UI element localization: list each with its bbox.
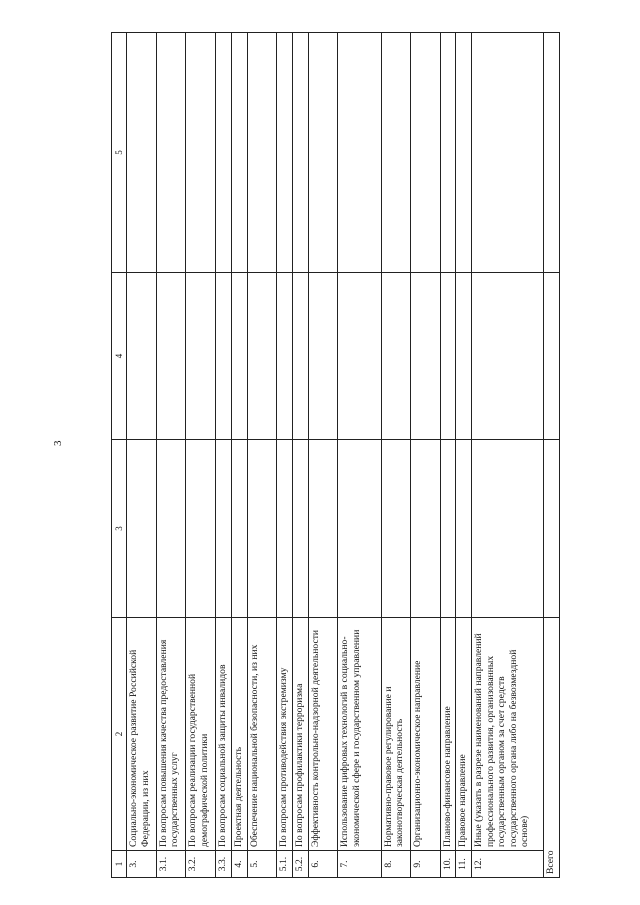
row-cell-3 xyxy=(308,440,337,618)
table-row xyxy=(186,33,215,878)
total-cell-3 xyxy=(544,440,560,618)
row-cell-4 xyxy=(247,273,276,440)
table-header-row xyxy=(112,33,127,878)
row-label: Использование цифровых технологий в социально-экономической сфере и государственном управлении xyxy=(338,618,382,851)
row-cell-5 xyxy=(472,33,544,273)
row-cell-4 xyxy=(411,273,440,440)
row-cell-3 xyxy=(411,440,440,618)
table-row xyxy=(440,33,456,878)
row-cell-3 xyxy=(292,440,308,618)
table-row xyxy=(338,33,382,878)
row-label: Нормативно-правовое регулирование и законотворческая деятельность xyxy=(381,618,410,851)
row-number: 3. xyxy=(127,851,156,878)
table-row xyxy=(411,33,440,878)
row-cell-4 xyxy=(308,273,337,440)
row-cell-4 xyxy=(338,273,382,440)
table-row xyxy=(277,33,293,878)
row-cell-3 xyxy=(440,440,456,618)
column-number-3: 3 xyxy=(112,440,127,618)
table-row xyxy=(247,33,276,878)
row-number: 9. xyxy=(411,851,440,878)
row-label: По вопросам социальной защиты инвалидов xyxy=(215,618,231,851)
column-number-2: 2 xyxy=(112,618,127,851)
row-cell-3 xyxy=(472,440,544,618)
row-cell-5 xyxy=(277,33,293,273)
row-number: 12. xyxy=(472,851,544,878)
row-number: 7. xyxy=(338,851,382,878)
row-cell-4 xyxy=(277,273,293,440)
row-cell-4 xyxy=(215,273,231,440)
row-cell-4 xyxy=(127,273,156,440)
table-row xyxy=(127,33,156,878)
row-cell-3 xyxy=(127,440,156,618)
row-number: 8. xyxy=(381,851,410,878)
row-cell-3 xyxy=(156,440,185,618)
column-number-4: 4 xyxy=(112,273,127,440)
row-cell-3 xyxy=(381,440,410,618)
row-cell-5 xyxy=(338,33,382,273)
row-label: Обеспечение национальной безопасности, из них xyxy=(247,618,276,851)
rotated-table-wrapper xyxy=(111,33,560,878)
table-row xyxy=(156,33,185,878)
table-row xyxy=(456,33,472,878)
row-cell-5 xyxy=(411,33,440,273)
row-number: 3.2. xyxy=(186,851,215,878)
table-row xyxy=(292,33,308,878)
row-cell-3 xyxy=(215,440,231,618)
row-label: Эффективность контрольно-надзорной деятельности xyxy=(308,618,337,851)
row-label: Планово-финансовое направление xyxy=(440,618,456,851)
row-cell-3 xyxy=(338,440,382,618)
table-row xyxy=(472,33,544,878)
row-cell-5 xyxy=(127,33,156,273)
row-number: 6. xyxy=(308,851,337,878)
row-number: 10. xyxy=(440,851,456,878)
row-cell-5 xyxy=(186,33,215,273)
table-total-row xyxy=(544,33,560,878)
row-label: По вопросам противодействия экстремизму xyxy=(277,618,293,851)
row-number: 5. xyxy=(247,851,276,878)
row-cell-5 xyxy=(456,33,472,273)
page-number: 3 xyxy=(52,440,64,446)
row-label: По вопросам повышения качества предоставления государственных услуг xyxy=(156,618,185,851)
row-cell-5 xyxy=(215,33,231,273)
row-label: Правовое направление xyxy=(456,618,472,851)
row-cell-3 xyxy=(231,440,247,618)
row-cell-4 xyxy=(456,273,472,440)
row-cell-4 xyxy=(156,273,185,440)
row-number: 11. xyxy=(456,851,472,878)
table-row xyxy=(215,33,231,878)
table-row xyxy=(381,33,410,878)
column-number-5: 5 xyxy=(112,33,127,273)
row-label: Организационно-экономическое направление xyxy=(411,618,440,851)
total-cell-4 xyxy=(544,273,560,440)
row-label: По вопросам профилактики терроризма xyxy=(292,618,308,851)
row-cell-5 xyxy=(440,33,456,273)
row-number: 4. xyxy=(231,851,247,878)
row-cell-3 xyxy=(247,440,276,618)
row-cell-5 xyxy=(231,33,247,273)
row-number: 5.2. xyxy=(292,851,308,878)
row-label: По вопросам реализации государственной демографической политики xyxy=(186,618,215,851)
total-label: Всего xyxy=(544,618,560,878)
row-cell-4 xyxy=(472,273,544,440)
row-cell-3 xyxy=(277,440,293,618)
report-table xyxy=(111,32,560,878)
row-label: Иные (указать в разрезе наименований направлений профессионального развития, организованных государственным органом за счет средств государственного органа либо на безвозмездной основе) xyxy=(472,618,544,851)
row-cell-5 xyxy=(156,33,185,273)
row-cell-5 xyxy=(308,33,337,273)
row-cell-4 xyxy=(440,273,456,440)
row-cell-5 xyxy=(247,33,276,273)
row-number: 3.1. xyxy=(156,851,185,878)
table-row xyxy=(231,33,247,878)
row-number: 3.3. xyxy=(215,851,231,878)
report-sheet xyxy=(111,33,560,878)
row-cell-5 xyxy=(292,33,308,273)
row-number: 5.1. xyxy=(277,851,293,878)
row-label: Проектная деятельность xyxy=(231,618,247,851)
row-cell-3 xyxy=(186,440,215,618)
row-cell-4 xyxy=(231,273,247,440)
row-cell-4 xyxy=(186,273,215,440)
table-row xyxy=(308,33,337,878)
row-label: Социально-экономическое развитие Российской Федерации, из них xyxy=(127,618,156,851)
row-cell-4 xyxy=(381,273,410,440)
row-cell-4 xyxy=(292,273,308,440)
total-cell-5 xyxy=(544,33,560,273)
row-cell-3 xyxy=(456,440,472,618)
column-number-1: 1 xyxy=(112,851,127,878)
row-cell-5 xyxy=(381,33,410,273)
